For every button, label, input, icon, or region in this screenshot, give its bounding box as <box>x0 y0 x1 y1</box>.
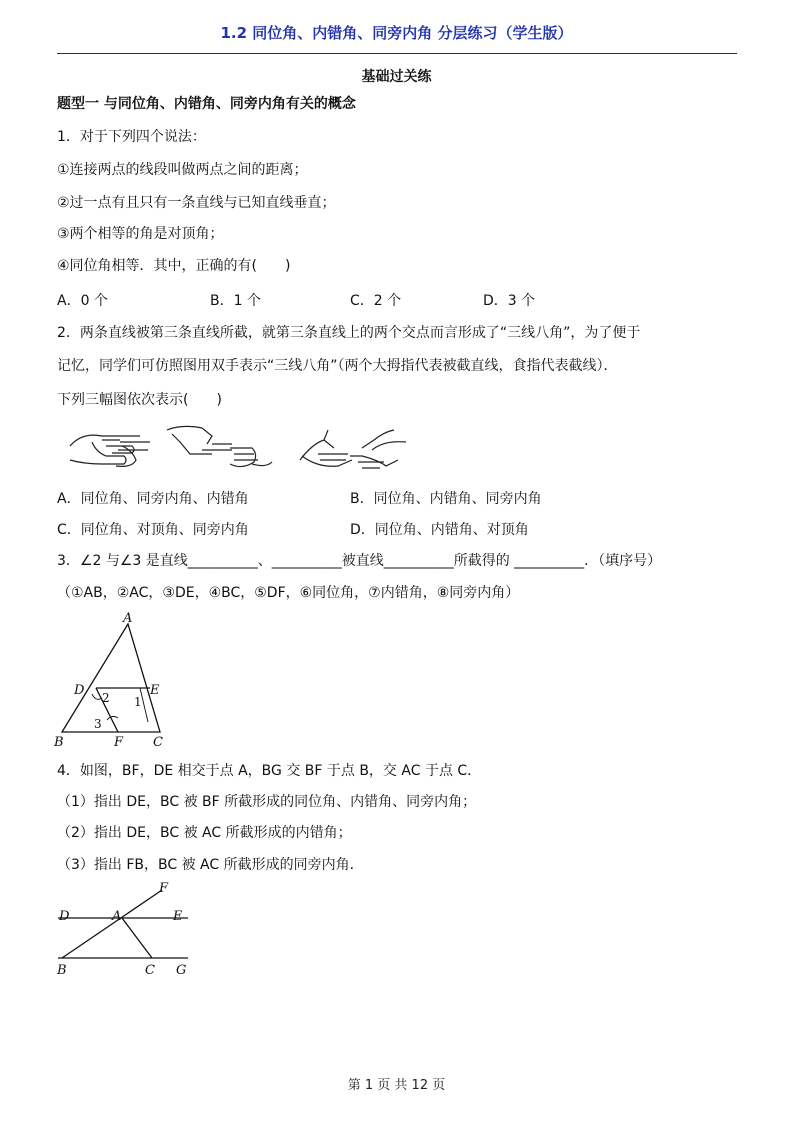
q4-part-2: （2）指出 DE，BC 被 AC 所截形成的内错角； <box>57 825 352 841</box>
q1-option-c: C．2 个 <box>350 293 402 309</box>
label-angle-2: 2 <box>102 691 110 705</box>
label-c: C <box>145 963 155 978</box>
q1-stem: 1．对于下列四个说法： <box>57 129 206 145</box>
q4-lines-figure <box>52 880 202 980</box>
label-d: D <box>74 683 85 698</box>
q4-part-3: （3）指出 FB，BC 被 AC 所截形成的同旁内角． <box>57 857 364 873</box>
q1-option-b: B．1 个 <box>210 293 261 309</box>
q2-line-3: 下列三幅图依次表示( ) <box>57 392 222 408</box>
question-type-title: 题型一 与同位角、内错角、同旁内角有关的概念 <box>57 96 356 112</box>
label-a: A <box>123 611 133 626</box>
header-rule <box>57 53 737 54</box>
q2-option-b: B．同位角、内错角、同旁内角 <box>350 491 542 507</box>
q1-statement-3: ③两个相等的角是对顶角； <box>57 226 224 242</box>
q1-statement-1: ①连接两点的线段叫做两点之间的距离； <box>57 162 308 178</box>
q2-line-2: 记忆，同学们可仿照图用双手表示“三线八角”（两个大拇指代表被截直线，食指代表截线）． <box>57 358 618 374</box>
q2-option-d: D．同位角、内错角、对顶角 <box>350 522 529 538</box>
label-angle-3: 3 <box>94 717 102 731</box>
label-c: C <box>153 735 163 750</box>
label-f: F <box>114 735 124 750</box>
q1-statement-2: ②过一点有且只有一条直线与已知直线垂直； <box>57 195 336 211</box>
q3-line-2: （①AB，②AC，③DE，④BC，⑤DF，⑥同位角，⑦内错角，⑧同旁内角） <box>57 585 520 601</box>
section-title: 基础过关练 <box>361 69 432 85</box>
q2-option-c: C．同位角、对顶角、同旁内角 <box>57 522 249 538</box>
q3-line-1: 3．∠2 与∠3 是直线__________、__________被直线__________所截得的 __________．（填序号） <box>57 553 662 569</box>
q3-triangle-figure <box>52 610 182 752</box>
q2-option-a: A．同位角、同旁内角、内错角 <box>57 491 249 507</box>
q4-part-1: （1）指出 DE，BC 被 BF 所截形成的同位角、内错角、同旁内角； <box>57 794 477 810</box>
label-d: D <box>59 909 70 924</box>
label-b: B <box>57 963 67 978</box>
q1-option-d: D．3 个 <box>483 293 536 309</box>
hand-figure-1 <box>70 435 150 466</box>
q4-stem: 4．如图，BF，DE 相交于点 A，BG 交 BF 于点 B，交 AC 于点 C． <box>57 763 482 779</box>
q2-line-1: 2．两条直线被第三条直线所截，就第三条直线上的两个交点而言形成了“三线八角”，为了便于 <box>57 325 641 341</box>
label-e: E <box>150 683 160 698</box>
q1-option-a: A．0 个 <box>57 293 108 309</box>
label-e: E <box>173 909 183 924</box>
q2-hand-figures <box>62 420 412 478</box>
q1-statement-4: ④同位角相等．其中，正确的有( ) <box>57 258 291 274</box>
page-footer: 第 1 页 共 12 页 <box>347 1078 446 1093</box>
label-b: B <box>54 735 64 750</box>
label-a: A <box>112 909 122 924</box>
header-title: 1.2 同位角、内错角、同旁内角 分层练习（学生版） <box>220 24 573 42</box>
hand-figure-3 <box>300 430 406 468</box>
label-g: G <box>176 963 187 978</box>
label-angle-1: 1 <box>134 695 142 709</box>
label-f: F <box>159 881 169 896</box>
hand-figure-2 <box>167 426 272 466</box>
